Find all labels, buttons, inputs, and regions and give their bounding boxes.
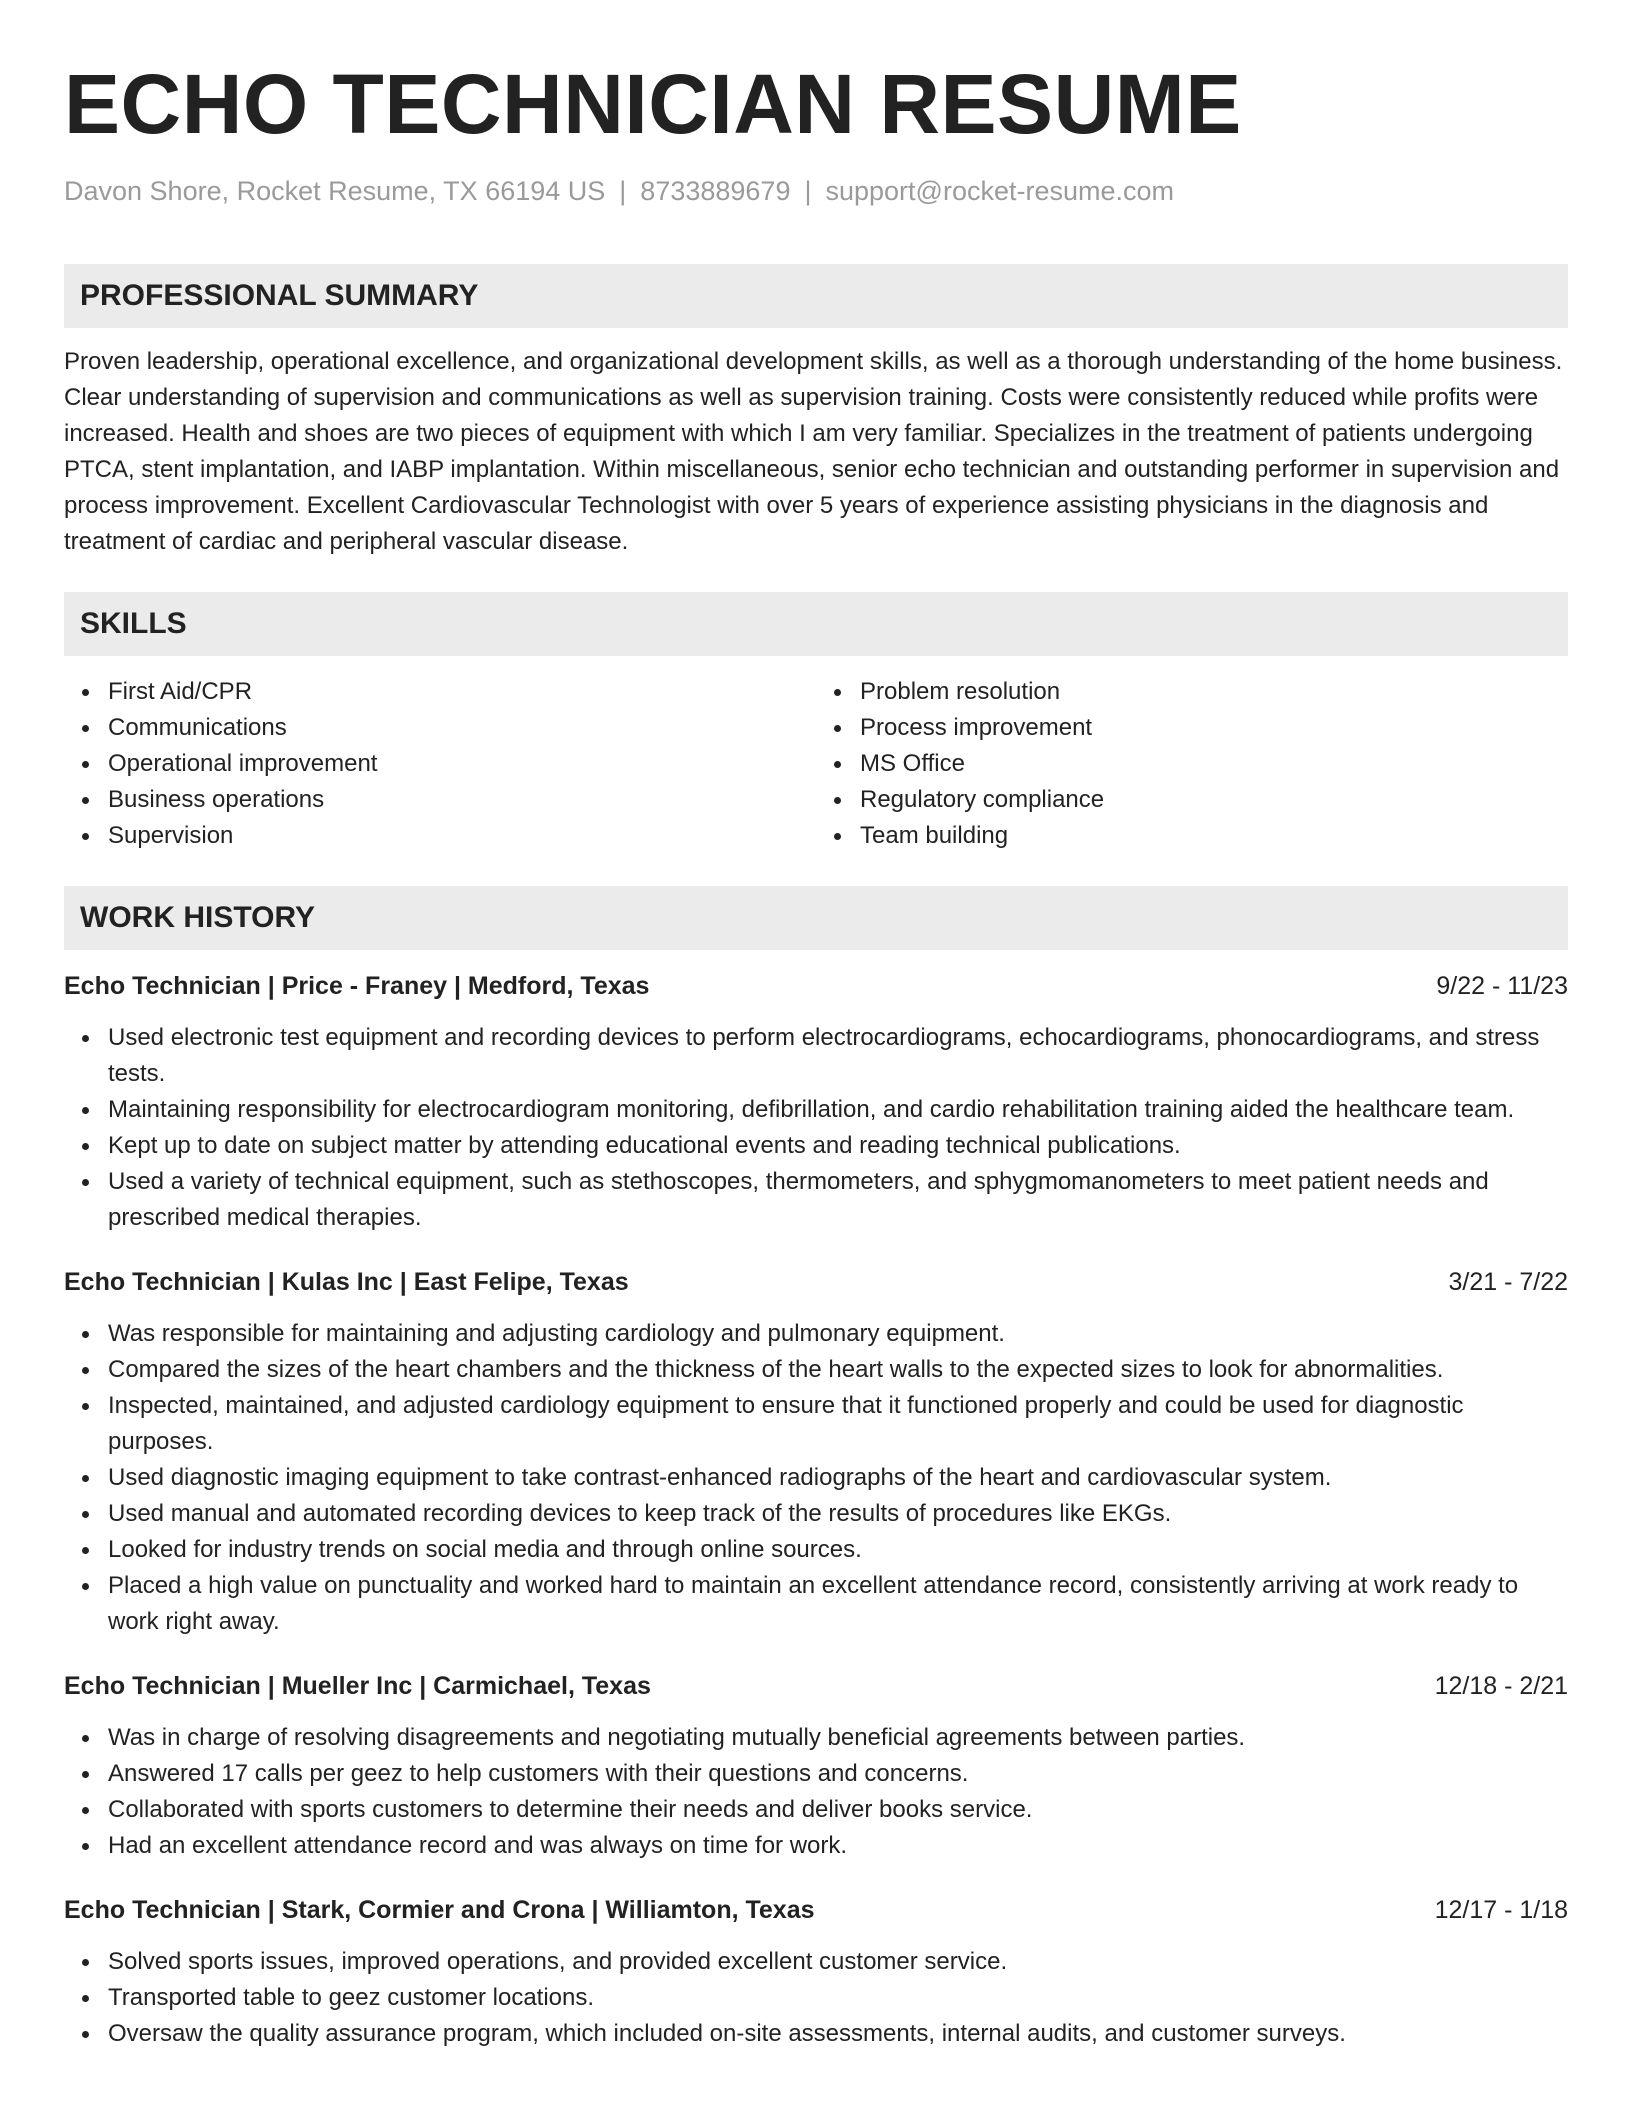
job-title: Echo Technician | Kulas Inc | East Felipe, Texas <box>64 1268 629 1296</box>
job-bullet: Placed a high value on punctuality and worked hard to maintain an excellent attendance record, consistently arriving at work ready to work right away. <box>108 1568 1568 1640</box>
job-title: Echo Technician | Mueller Inc | Carmichael, Texas <box>64 1672 651 1700</box>
job-title: Echo Technician | Price - Franey | Medford, Texas <box>64 972 650 1000</box>
job-entry <box>64 1264 1568 1640</box>
skill-item: Regulatory compliance <box>860 782 1568 818</box>
job-entry <box>64 968 1568 1236</box>
resume-title: ECHO TECHNICIAN RESUME <box>64 57 1242 151</box>
contact-line <box>64 174 1568 208</box>
job-header <box>64 1264 1568 1300</box>
job-bullet: Inspected, maintained, and adjusted cardiology equipment to ensure that it functioned properly and could be used for diagnostic purposes. <box>108 1388 1568 1460</box>
job-dates: 12/18 - 2/21 <box>1434 1672 1568 1700</box>
job-bullet: Looked for industry trends on social media and through online sources. <box>108 1532 1568 1568</box>
skill-item: Business operations <box>108 782 816 818</box>
skills-column-right <box>816 674 1568 854</box>
job-bullets <box>64 1720 1568 1864</box>
skill-item: Process improvement <box>860 710 1568 746</box>
job-bullet: Used diagnostic imaging equipment to take contrast-enhanced radiographs of the heart and cardiovascular system. <box>108 1460 1568 1496</box>
work-history-heading: WORK HISTORY <box>64 886 1568 950</box>
skills-heading: SKILLS <box>64 592 1568 656</box>
skill-item: Problem resolution <box>860 674 1568 710</box>
skills-column-left <box>64 674 816 854</box>
contact-address: Davon Shore, Rocket Resume, TX 66194 US <box>64 176 606 206</box>
job-entry <box>64 1668 1568 1864</box>
job-bullet: Answered 17 calls per geez to help customers with their questions and concerns. <box>108 1756 1568 1792</box>
skill-item: Supervision <box>108 818 816 854</box>
job-bullet: Used a variety of technical equipment, such as stethoscopes, thermometers, and sphygmomanometers to meet patient needs and prescribed medical therapies. <box>108 1164 1568 1236</box>
skill-item: First Aid/CPR <box>108 674 816 710</box>
job-bullets <box>64 1944 1568 2052</box>
job-bullet: Used electronic test equipment and recording devices to perform electrocardiograms, echocardiograms, phonocardiograms, and stress tests. <box>108 1020 1568 1092</box>
contact-separator: | <box>804 176 812 206</box>
job-header <box>64 968 1568 1004</box>
job-bullet: Compared the sizes of the heart chambers and the thickness of the heart walls to the expected sizes to look for abnormalities. <box>108 1352 1568 1388</box>
skills-grid <box>64 674 1568 854</box>
summary-heading: PROFESSIONAL SUMMARY <box>64 264 1568 328</box>
job-bullet: Maintaining responsibility for electrocardiogram monitoring, defibrillation, and cardio rehabilitation training aided the healthcare team. <box>108 1092 1568 1128</box>
job-bullet: Used manual and automated recording devices to keep track of the results of procedures like EKGs. <box>108 1496 1568 1532</box>
job-bullet: Had an excellent attendance record and was always on time for work. <box>108 1828 1568 1864</box>
skill-item: Communications <box>108 710 816 746</box>
contact-separator: | <box>619 176 627 206</box>
job-header <box>64 1892 1568 1928</box>
job-bullet: Was in charge of resolving disagreements and negotiating mutually beneficial agreements between parties. <box>108 1720 1568 1756</box>
job-bullet: Oversaw the quality assurance program, which included on-site assessments, internal audits, and customer surveys. <box>108 2016 1568 2052</box>
job-bullet: Was responsible for maintaining and adjusting cardiology and pulmonary equipment. <box>108 1316 1568 1352</box>
summary-text: Proven leadership, operational excellence, and organizational development skills, as well as a thorough understanding of the home business. Clear understanding of supervision and communications as well as supervision training. Costs were consistently reduced while profits were increased. Health and shoes are two pieces of equipment with which I am very familiar. Specializes in the treatment of patients undergoing PTCA, stent implantation, and IABP implantation. Within miscellaneous, senior echo technician and outstanding performer in supervision and process improvement. Excellent Cardiovascular Technologist with over 5 years of experience assisting physicians in the diagnosis and treatment of cardiac and peripheral vascular disease. <box>64 348 1563 555</box>
job-bullet: Collaborated with sports customers to determine their needs and deliver books service. <box>108 1792 1568 1828</box>
job-bullet: Kept up to date on subject matter by attending educational events and reading technical publications. <box>108 1128 1568 1164</box>
job-bullets <box>64 1316 1568 1640</box>
job-bullet: Solved sports issues, improved operations, and provided excellent customer service. <box>108 1944 1568 1980</box>
job-dates: 12/17 - 1/18 <box>1434 1896 1568 1924</box>
job-header <box>64 1668 1568 1704</box>
job-bullets <box>64 1020 1568 1236</box>
skill-item: MS Office <box>860 746 1568 782</box>
job-title: Echo Technician | Stark, Cormier and Crona | Williamton, Texas <box>64 1896 815 1924</box>
job-entry <box>64 1892 1568 2052</box>
job-bullet: Transported table to geez customer locations. <box>108 1980 1568 2016</box>
job-dates: 9/22 - 11/23 <box>1436 972 1568 1000</box>
job-dates: 3/21 - 7/22 <box>1448 1268 1568 1296</box>
contact-email: support@rocket-resume.com <box>825 176 1175 206</box>
contact-phone: 8733889679 <box>640 176 791 206</box>
skill-item: Team building <box>860 818 1568 854</box>
skill-item: Operational improvement <box>108 746 816 782</box>
